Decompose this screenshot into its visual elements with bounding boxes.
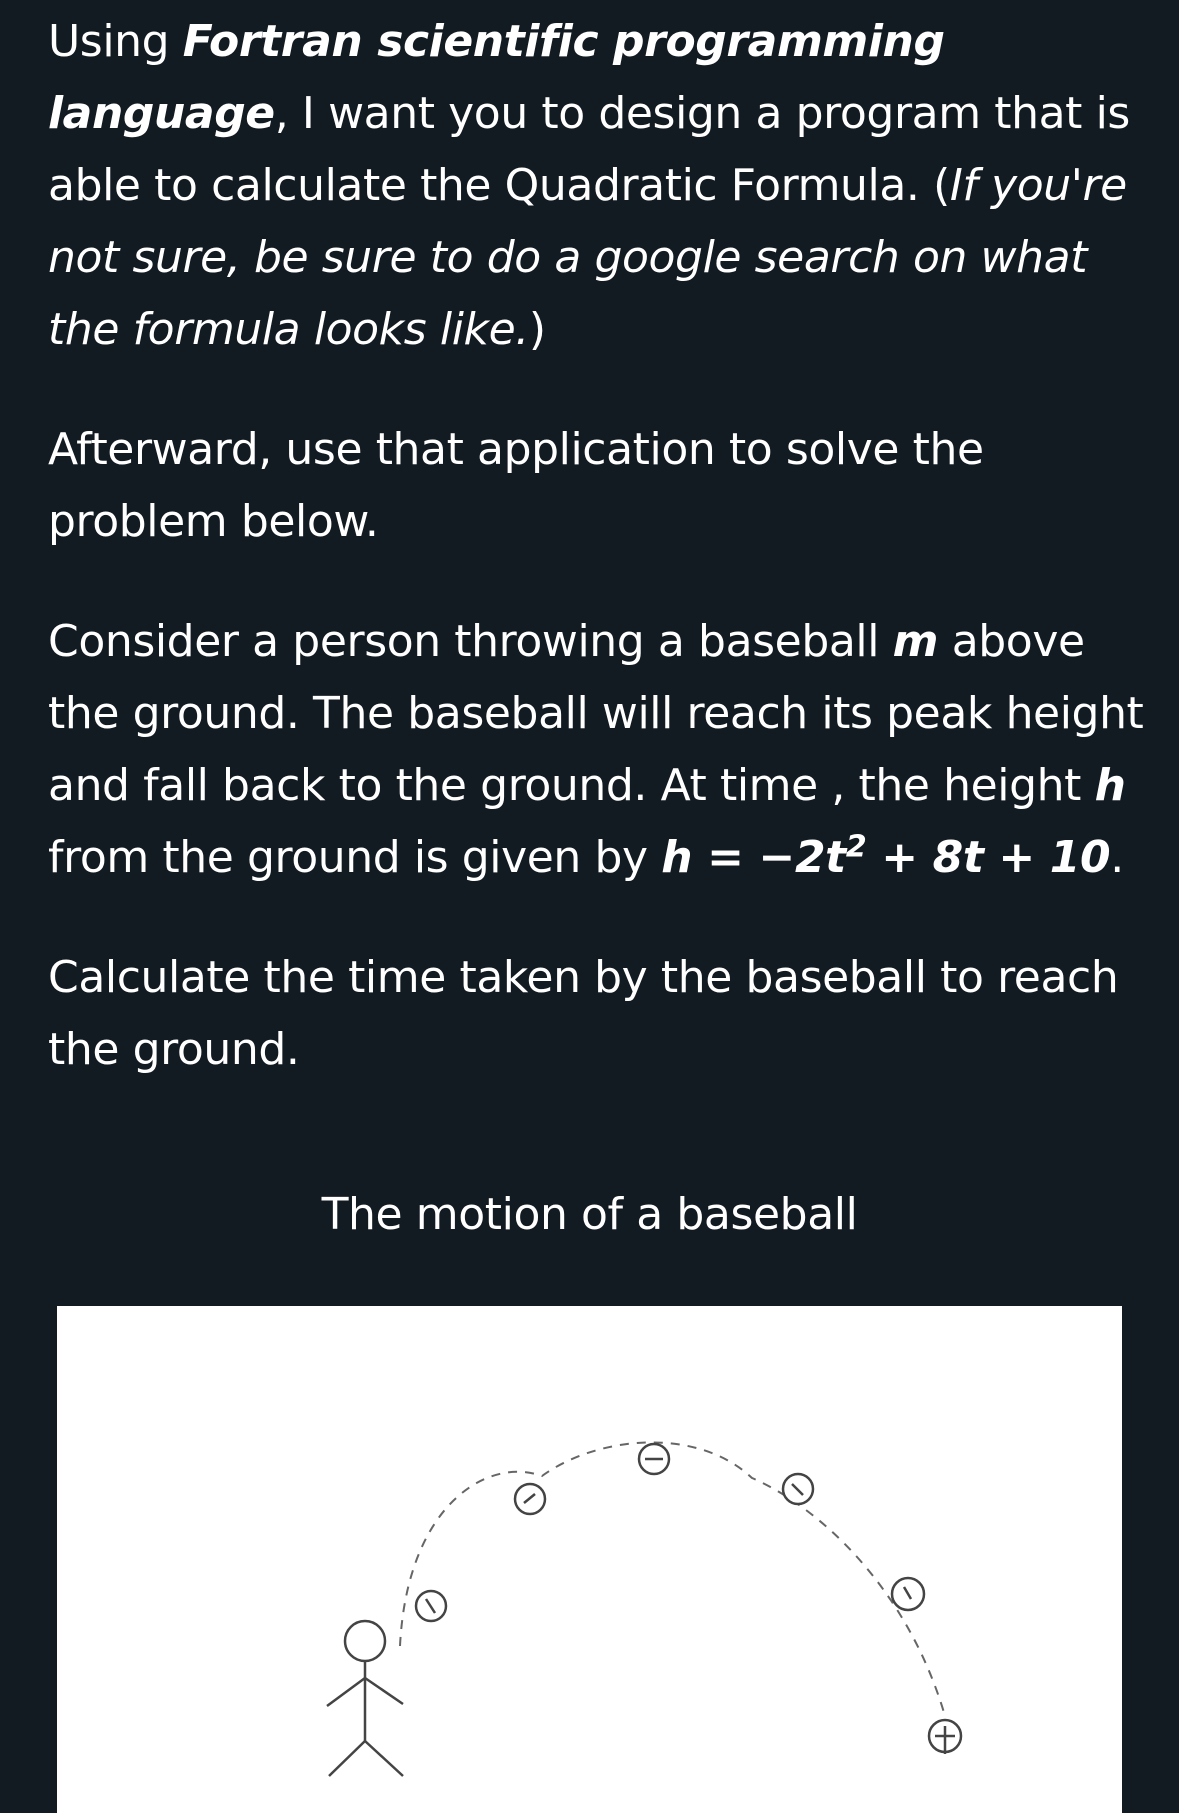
equation-rhs: + 8t + 10 (866, 832, 1111, 883)
hint-text: If you're not sure, be sure to do a google search on what the formula looks like. (48, 160, 1127, 355)
intro-text-1: Using (48, 16, 183, 67)
language-name: Fortran scientific programming language (48, 16, 945, 139)
figure-title: The motion of a baseball (321, 1189, 858, 1240)
problem-paragraph (48, 606, 1148, 894)
afterward-paragraph: Afterward, use that application to solve the problem below. (48, 424, 984, 547)
baseball-icon (416, 1591, 446, 1621)
question-text (48, 6, 1148, 1086)
var-h: h (1094, 760, 1126, 811)
problem-text-4: . (1110, 832, 1124, 883)
equation-lhs: h = −2t (661, 832, 846, 883)
question-paragraph: Calculate the time taken by the baseball to reach the ground. (48, 952, 1119, 1075)
person-icon (327, 1621, 403, 1776)
problem-text-3: from the ground is given by (48, 832, 662, 883)
intro-paragraph (48, 6, 1148, 366)
baseball-motion-illustration (57, 1306, 1122, 1813)
trajectory-dashed-line (400, 1442, 945, 1716)
baseball-icon (892, 1578, 924, 1610)
equation (661, 829, 1111, 883)
intro-text-3: ) (528, 304, 546, 355)
baseball-figure (57, 1306, 1122, 1813)
unit-m: m (892, 616, 939, 667)
intro-text-2: , I want you to design a program that is able to calculate the Quadratic Formula. ( (48, 88, 1130, 211)
baseball-icon (639, 1444, 669, 1474)
equation-exponent: 2 (845, 829, 867, 865)
baseball-icon (783, 1474, 813, 1504)
baseball-icon (515, 1484, 545, 1514)
problem-text-2: above the ground. The baseball will reach its peak height and fall back to the ground. At time , the height (48, 616, 1144, 811)
problem-text-1: Consider a person throwing a baseball (48, 616, 893, 667)
baseball-icon (929, 1720, 961, 1754)
